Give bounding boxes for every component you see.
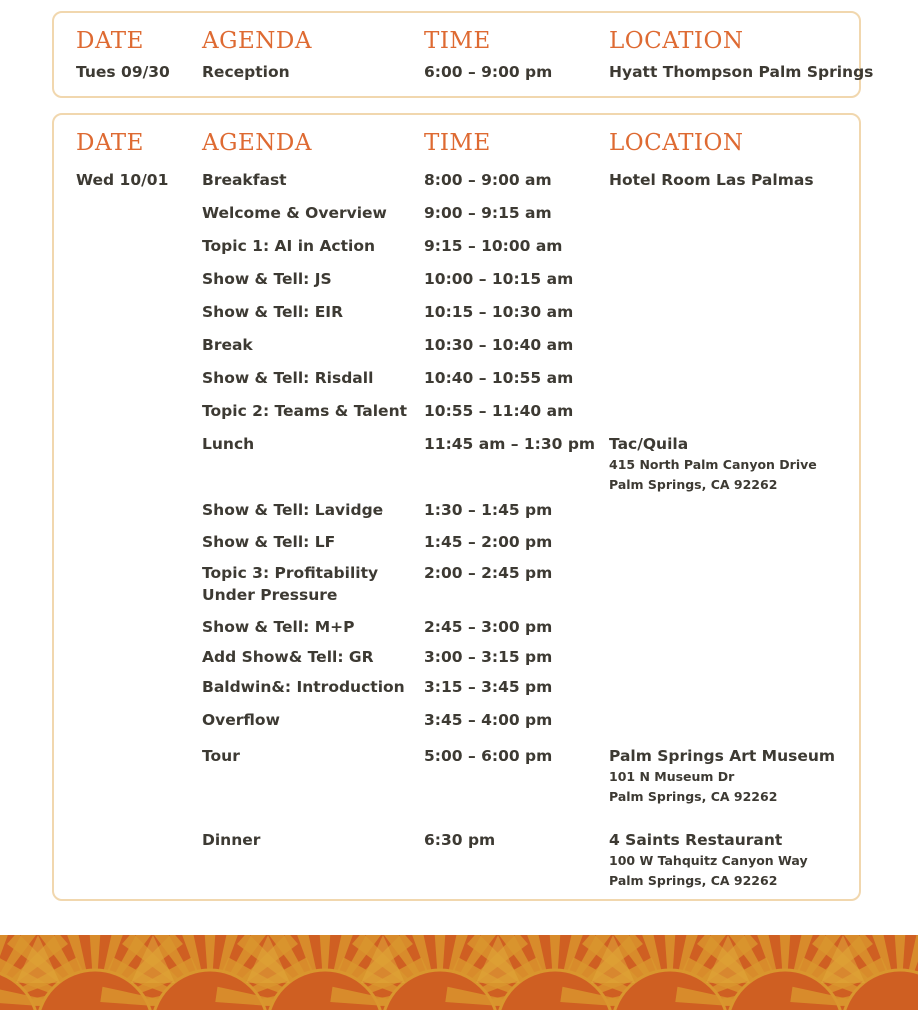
agenda-item: Add Show& Tell: GR: [202, 648, 374, 666]
agenda-item: Breakfast: [202, 171, 287, 189]
location-address-city: Palm Springs, CA 92262: [609, 477, 778, 492]
date-header: DATE: [76, 28, 144, 54]
location-name: 4 Saints Restaurant: [609, 831, 783, 849]
date-header: DATE: [76, 130, 144, 156]
agenda-time: 5:00 – 6:00 pm: [424, 747, 553, 765]
agenda-item: Tour: [202, 747, 240, 765]
reception-agenda: Reception: [202, 63, 290, 81]
agenda-time: 8:00 – 9:00 am: [424, 171, 552, 189]
reception-location: Hyatt Thompson Palm Springs: [609, 63, 874, 81]
location-address-city: Palm Springs, CA 92262: [609, 789, 778, 804]
reception-date: Tues 09/30: [76, 63, 170, 81]
location-address-street: 415 North Palm Canyon Drive: [609, 457, 817, 472]
time-header: TIME: [424, 130, 491, 156]
agenda-time: 10:30 – 10:40 am: [424, 336, 574, 354]
agenda-time: 10:15 – 10:30 am: [424, 303, 574, 321]
agenda-item: Break: [202, 336, 253, 354]
agenda-item: Dinner: [202, 831, 261, 849]
agenda-location: [609, 433, 817, 495]
agenda-item-continued: Under Pressure: [202, 586, 338, 604]
reception-time: 6:00 – 9:00 pm: [424, 63, 553, 81]
agenda-item: Show & Tell: JS: [202, 270, 332, 288]
agenda-time: 1:30 – 1:45 pm: [424, 501, 553, 519]
location-address-street: 101 N Museum Dr: [609, 769, 735, 784]
location-address-street: 100 W Tahquitz Canyon Way: [609, 853, 808, 868]
main-day-schedule-card: [52, 113, 861, 901]
location-name: Tac/Quila: [609, 435, 689, 453]
sunburst-banner: [0, 935, 918, 1010]
agenda-time: 2:45 – 3:00 pm: [424, 618, 553, 636]
agenda-item: Overflow: [202, 711, 280, 729]
agenda-item: Topic 3: Profitability: [202, 564, 379, 582]
time-header: TIME: [424, 28, 491, 54]
agenda-item: Show & Tell: Risdall: [202, 369, 374, 387]
location-name: Hotel Room Las Palmas: [609, 171, 814, 189]
agenda-item: Welcome & Overview: [202, 204, 387, 222]
agenda-item: Topic 1: AI in Action: [202, 237, 376, 255]
agenda-item: Show & Tell: M+P: [202, 618, 355, 636]
agenda-time: 2:00 – 2:45 pm: [424, 564, 553, 582]
agenda-time: 3:00 – 3:15 pm: [424, 648, 553, 666]
agenda-header: AGENDA: [202, 130, 312, 156]
agenda-item: Show & Tell: Lavidge: [202, 501, 384, 519]
reception-schedule-card: [52, 11, 874, 98]
agenda-header: AGENDA: [202, 28, 312, 54]
agenda-location: [609, 829, 808, 891]
agenda-location: [609, 745, 835, 807]
agenda-time: 11:45 am – 1:30 pm: [424, 435, 596, 453]
agenda-time: 10:55 – 11:40 am: [424, 402, 574, 420]
agenda-item: Lunch: [202, 435, 255, 453]
agenda-time: 3:15 – 3:45 pm: [424, 678, 553, 696]
agenda-time: 10:00 – 10:15 am: [424, 270, 574, 288]
agenda-time: 9:15 – 10:00 am: [424, 237, 563, 255]
location-address-city: Palm Springs, CA 92262: [609, 873, 778, 888]
agenda-location: [609, 169, 814, 191]
agenda-time: 6:30 pm: [424, 831, 496, 849]
agenda-item: Topic 2: Teams & Talent: [202, 402, 408, 420]
location-header: LOCATION: [609, 28, 744, 54]
day-date: Wed 10/01: [76, 171, 169, 189]
agenda-time: 10:40 – 10:55 am: [424, 369, 574, 387]
location-name: Palm Springs Art Museum: [609, 747, 836, 765]
agenda-item: Baldwin&: Introduction: [202, 678, 405, 696]
agenda-time: 9:00 – 9:15 am: [424, 204, 552, 222]
agenda-item: Show & Tell: LF: [202, 533, 336, 551]
agenda-time: 3:45 – 4:00 pm: [424, 711, 553, 729]
agenda-time: 1:45 – 2:00 pm: [424, 533, 553, 551]
agenda-item: Show & Tell: EIR: [202, 303, 344, 321]
location-header: LOCATION: [609, 130, 744, 156]
